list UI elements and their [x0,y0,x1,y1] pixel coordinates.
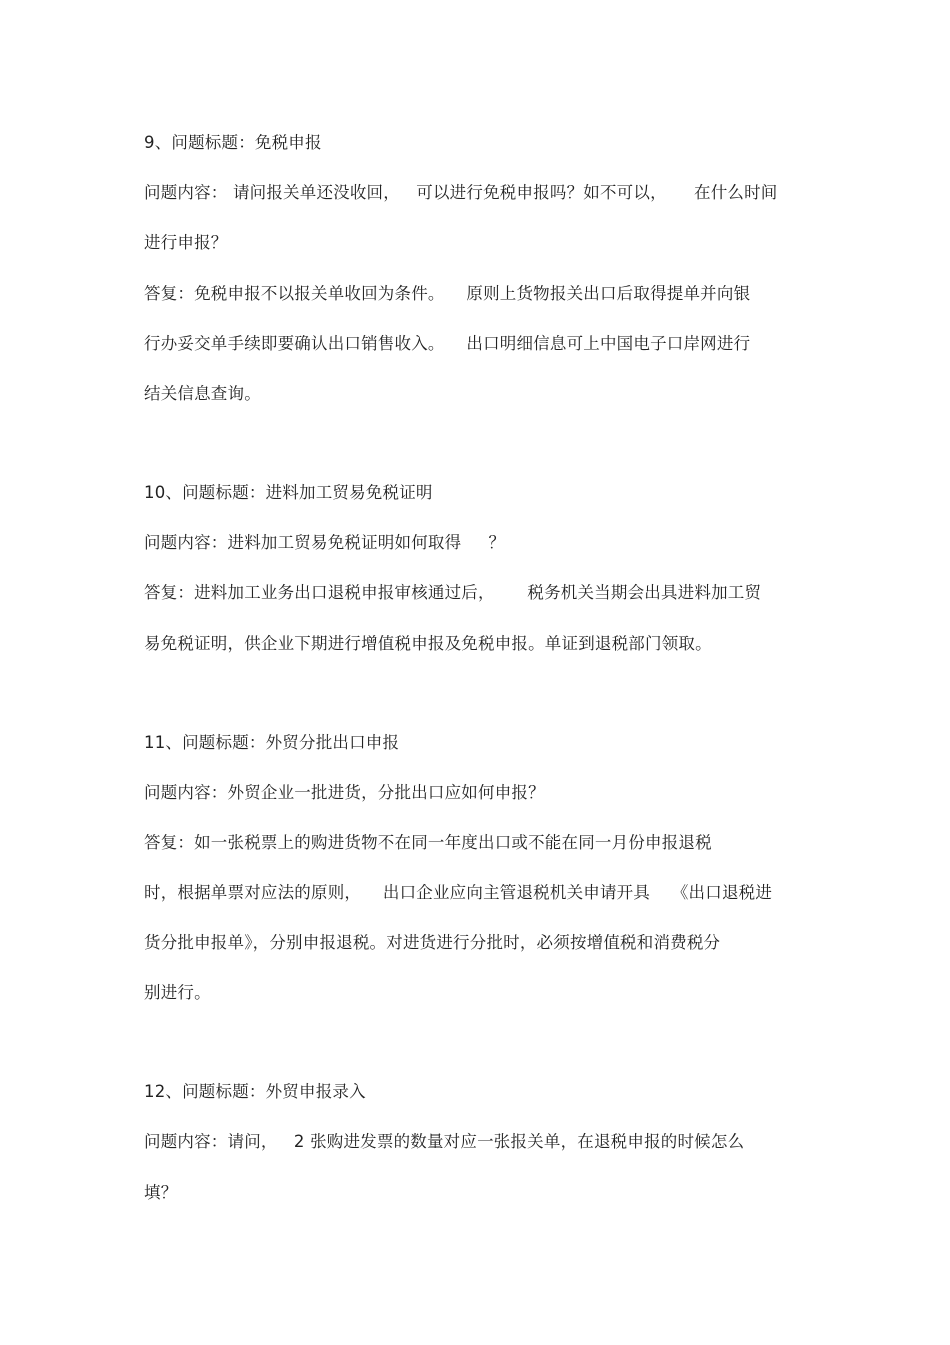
section-title: 9、问题标题：免税申报 [144,133,322,152]
question-content: 问题内容： 请问报关单还没收回， 可以进行免税申报吗？如不可以， 在什么时间 [144,183,778,202]
section-title: 11、问题标题：外贸分批出口申报 [144,733,400,752]
question-content: 问题内容：进料加工贸易免税证明如何取得 ？ [144,533,506,552]
answer-cont: 货分批申报单》，分别申报退税。对进货进行分批时，必须按增值税和消费税分 [144,933,721,952]
answer-cont: 别进行。 [144,983,211,1002]
section-title: 12、问题标题：外贸申报录入 [144,1082,366,1101]
answer-cont: 行办妥交单手续即要确认出口销售收入。 出口明细信息可上中国电子口岸网进行 [144,334,751,353]
answer: 答复：如一张税票上的购进货物不在同一年度出口或不能在同一月份申报退税 [144,833,712,852]
answer-cont: 结关信息查询。 [144,384,261,403]
question-content: 问题内容：请问， 2 张购进发票的数量对应一张报关单，在退税申报的时候怎么 [144,1132,745,1151]
answer: 答复：免税申报不以报关单收回为条件。 原则上货物报关出口后取得提单并向银 [144,284,751,303]
question-content-cont: 进行申报？ [144,233,228,252]
question-content-cont: 填？ [144,1183,178,1202]
section-title: 10、问题标题：进料加工贸易免税证明 [144,483,433,502]
answer-cont: 时，根据单票对应法的原则， 出口企业应向主管退税机关申请开具 《出口退税进 [144,883,773,902]
question-content: 问题内容：外贸企业一批进货，分批出口应如何申报？ [144,783,545,802]
answer: 答复：进料加工业务出口退税申报审核通过后， 税务机关当期会出具进料加工贸 [144,583,762,602]
answer-cont: 易免税证明，供企业下期进行增值税申报及免税申报。单证到退税部门领取。 [144,634,712,653]
